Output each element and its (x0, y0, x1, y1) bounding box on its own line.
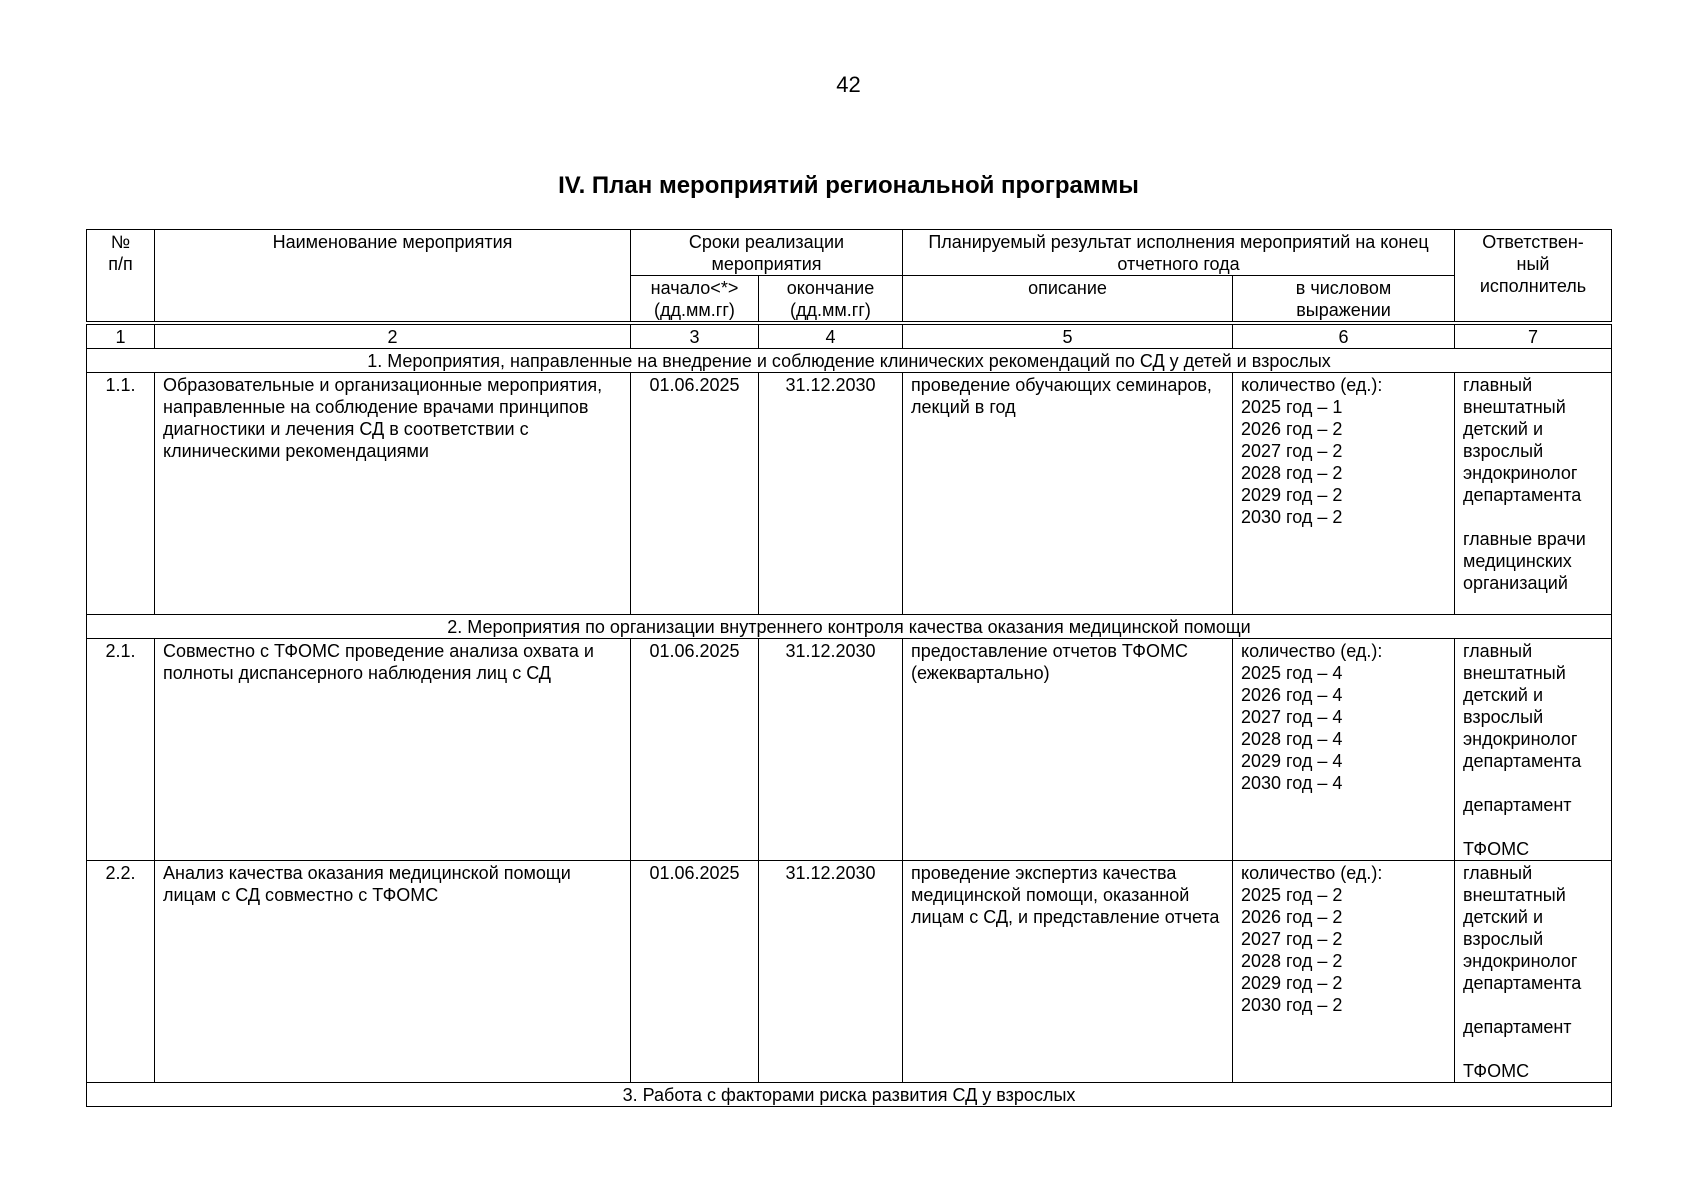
plan-table (86, 229, 1612, 1107)
row-start: 01.06.2025 (631, 639, 759, 861)
table-row (87, 639, 1612, 861)
header-responsible: Ответствен- ный исполнитель (1455, 230, 1612, 324)
column-number: 6 (1233, 323, 1455, 349)
row-end: 31.12.2030 (759, 373, 903, 615)
row-name: Совместно с ТФОМС проведение анализа охвата и полноты диспансерного наблюдения лиц с СД (155, 639, 631, 861)
row-end: 31.12.2030 (759, 639, 903, 861)
numeric-line: 2028 год – 2 (1241, 463, 1343, 483)
responsible-line: главный внештатный детский и взрослый эндокринолог департамента (1463, 375, 1582, 505)
row-num: 1.1. (87, 373, 155, 615)
responsible-line: главный внештатный детский и взрослый эндокринолог департамента (1463, 641, 1582, 771)
numeric-line: 2030 год – 2 (1241, 995, 1343, 1015)
header-terms: Сроки реализации мероприятия (631, 230, 903, 276)
page-title: IV. План мероприятий региональной программы (558, 172, 1139, 199)
numeric-line: 2025 год – 1 (1241, 397, 1343, 417)
column-number: 7 (1455, 323, 1612, 349)
header-start: начало<*> (дд.мм.гг) (631, 276, 759, 324)
column-number: 4 (759, 323, 903, 349)
numeric-line: количество (ед.): (1241, 375, 1383, 395)
header-num: № п/п (87, 230, 155, 324)
table-row (87, 373, 1612, 615)
numeric-line: 2029 год – 4 (1241, 751, 1343, 771)
numeric-line: 2030 год – 2 (1241, 507, 1343, 527)
numeric-line: 2026 год – 4 (1241, 685, 1343, 705)
numeric-line: количество (ед.): (1241, 863, 1383, 883)
row-description: проведение экспертиз качества медицинской помощи, оказанной лицам с СД, и представление отчета (903, 861, 1233, 1083)
row-numeric (1233, 861, 1455, 1083)
numeric-line: 2027 год – 4 (1241, 707, 1343, 727)
numeric-line: 2030 год – 4 (1241, 773, 1343, 793)
numeric-line: 2029 год – 2 (1241, 973, 1343, 993)
numeric-line: 2026 год – 2 (1241, 907, 1343, 927)
numeric-line: 2025 год – 4 (1241, 663, 1343, 683)
row-numeric (1233, 639, 1455, 861)
column-number: 2 (155, 323, 631, 349)
responsible-line: департамент (1463, 1017, 1572, 1037)
row-responsible (1455, 639, 1612, 861)
row-responsible (1455, 373, 1612, 615)
row-responsible (1455, 861, 1612, 1083)
row-description: предоставление отчетов ТФОМС (ежеквартально) (903, 639, 1233, 861)
row-start: 01.06.2025 (631, 373, 759, 615)
numeric-line: 2028 год – 2 (1241, 951, 1343, 971)
row-num: 2.2. (87, 861, 155, 1083)
section-title: 1. Мероприятия, направленные на внедрение и соблюдение клинических рекомендаций по СД у детей и взрослых (87, 349, 1612, 373)
header-end: окончание (дд.мм.гг) (759, 276, 903, 324)
header-result: Планируемый результат исполнения мероприятий на конец отчетного года (903, 230, 1455, 276)
numeric-line: количество (ед.): (1241, 641, 1383, 661)
row-start: 01.06.2025 (631, 861, 759, 1083)
row-description: проведение обучающих семинаров, лекций в год (903, 373, 1233, 615)
responsible-line: главный внештатный детский и взрослый эндокринолог департамента (1463, 863, 1582, 993)
row-num: 2.1. (87, 639, 155, 861)
responsible-line: главные врачи медицинских организаций (1463, 529, 1586, 593)
numeric-line: 2026 год – 2 (1241, 419, 1343, 439)
section-title: 2. Мероприятия по организации внутреннего контроля качества оказания медицинской помощи (87, 615, 1612, 639)
row-numeric (1233, 373, 1455, 615)
numeric-line: 2027 год – 2 (1241, 929, 1343, 949)
column-number: 3 (631, 323, 759, 349)
column-numbers-row (87, 323, 1612, 349)
section-title: 3. Работа с факторами риска развития СД у взрослых (87, 1083, 1612, 1107)
row-name: Образовательные и организационные мероприятия, направленные на соблюдение врачами принципов диагностики и лечения СД в соответствии с клиническими рекомендациями (155, 373, 631, 615)
header-numeric: в числовом выражении (1233, 276, 1455, 324)
header-description: описание (903, 276, 1233, 324)
numeric-line: 2025 год – 2 (1241, 885, 1343, 905)
table-row (87, 861, 1612, 1083)
numeric-line: 2027 год – 2 (1241, 441, 1343, 461)
numeric-line: 2029 год – 2 (1241, 485, 1343, 505)
column-number: 5 (903, 323, 1233, 349)
numeric-line: 2028 год – 4 (1241, 729, 1343, 749)
row-name: Анализ качества оказания медицинской помощи лицам с СД совместно с ТФОМС (155, 861, 631, 1083)
responsible-line: ТФОМС (1463, 839, 1530, 859)
page-number: 42 (836, 72, 861, 97)
column-number: 1 (87, 323, 155, 349)
row-end: 31.12.2030 (759, 861, 903, 1083)
responsible-line: ТФОМС (1463, 1061, 1530, 1081)
responsible-line: департамент (1463, 795, 1572, 815)
header-name: Наименование мероприятия (155, 230, 631, 324)
